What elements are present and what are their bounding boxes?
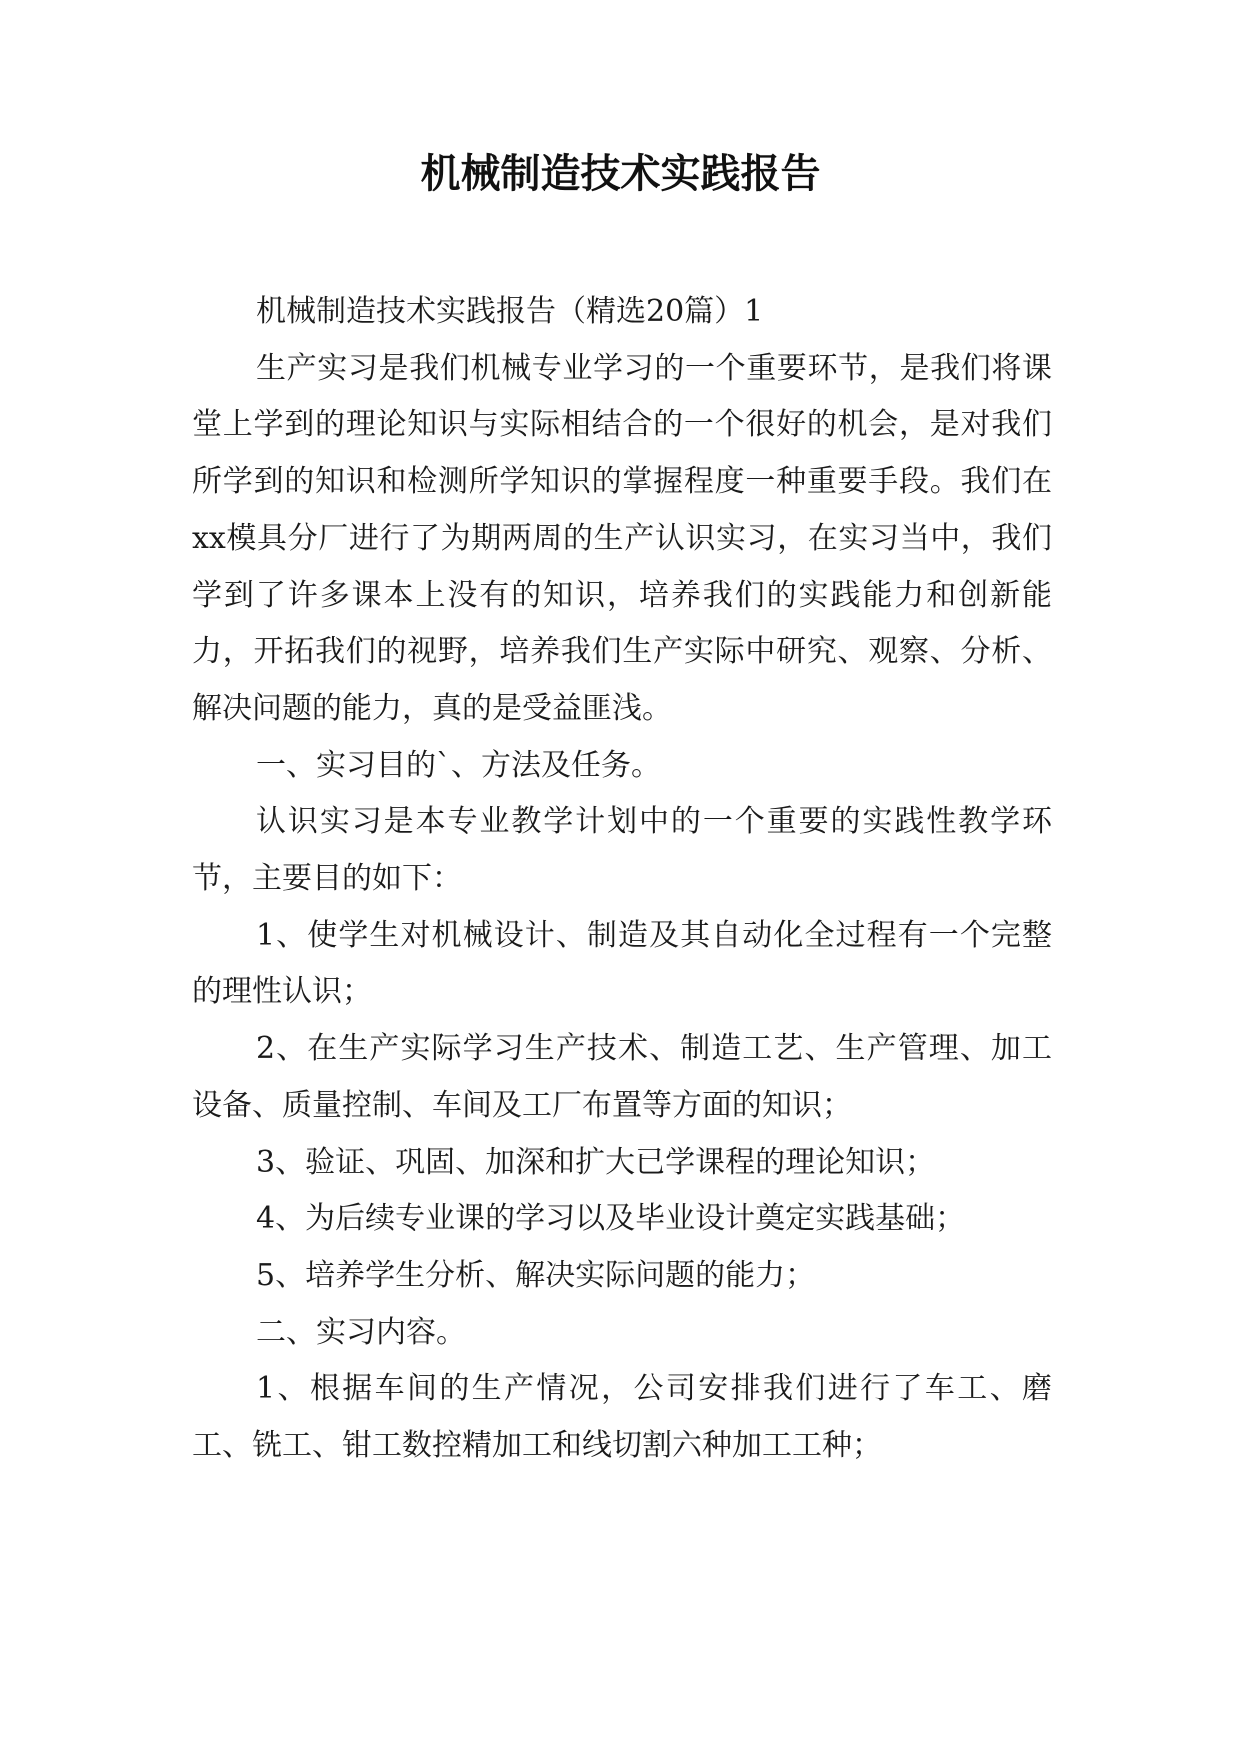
document-body [192,284,1052,1475]
paragraph-subtitle: 机械制造技术实践报告（精选20篇）1 [256,294,764,329]
list-item: 5、培养学生分析、解决实际问题的能力； [256,1257,816,1293]
list-item: 3、验证、巩固、加深和扩大已学课程的理论知识； [256,1144,936,1180]
paragraph-purpose: 认识实习是本专业教学计划中的一个重要的实践性教学环节，主要目的如下： [192,804,1052,897]
list-item: 4、为后续专业课的学习以及毕业设计奠定实践基础； [256,1201,966,1237]
paragraph-intro: 生产实习是我们机械专业学习的一个重要环节，是我们将课堂上学到的理论知识与实际相结合的一个很好的机会，是对我们所学到的知识和检测所学知识的掌握程度一种重要手段。我们在xx模具分厂进行了为期两周的生产认识实习，在实习当中，我们学到了许多课本上没有的知识，培养我们的实践能力和创新能力，开拓我们的视野，培养我们生产实际中研究、观察、分析、解决问题的能力，真的是受益匪浅。 [192,350,1052,726]
list-item: 2、在生产实际学习生产技术、制造工艺、生产管理、加工设备、质量控制、车间及工厂布置等方面的知识； [192,1031,1052,1123]
section-heading-purpose: 一、实习目的`、方法及任务。 [256,747,661,783]
section-heading-content: 二、实习内容。 [256,1314,466,1350]
list-item: 1、根据车间的生产情况，公司安排我们进行了车工、磨工、铣工、钳工数控精加工和线切割六种加工工种； [192,1371,1052,1464]
list-item: 1、使学生对机械设计、制造及其自动化全过程有一个完整的理性认识； [192,917,1052,1010]
document-title: 机械制造技术实践报告 [420,150,821,197]
